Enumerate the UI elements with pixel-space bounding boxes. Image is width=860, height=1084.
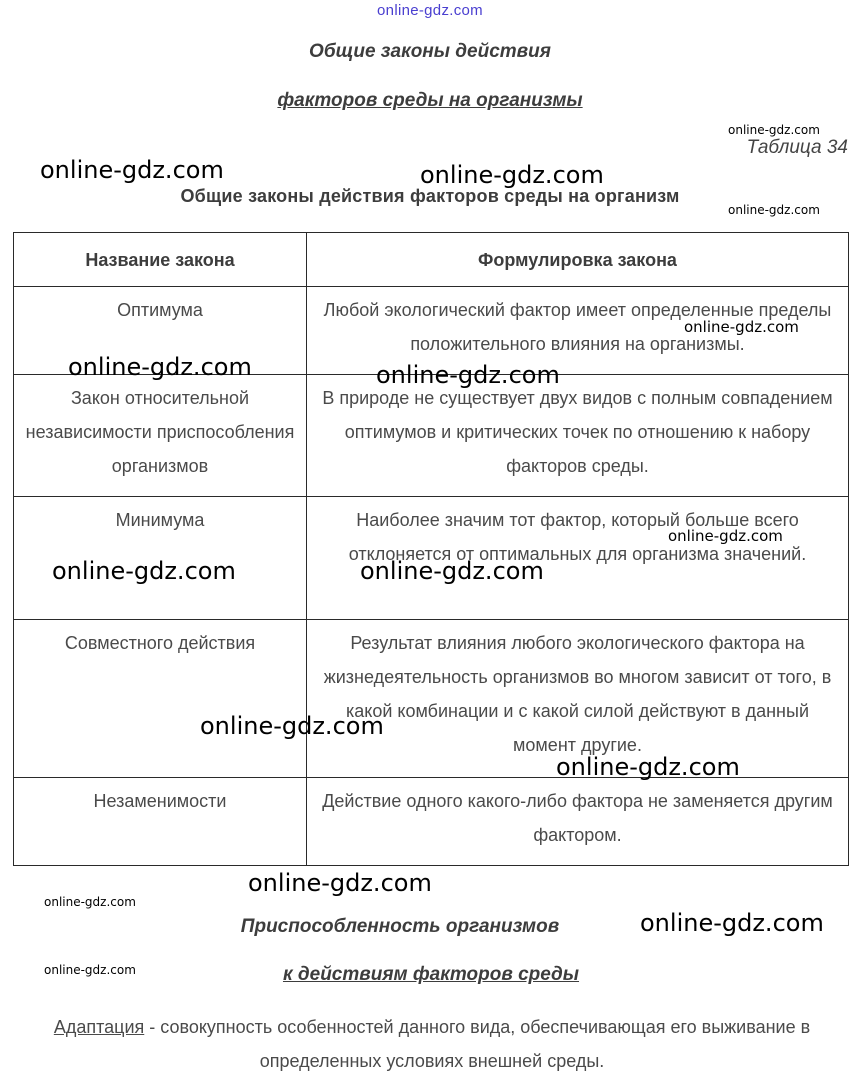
table-row [14,375,849,497]
watermark: online-gdz.com [44,963,136,977]
law-formulation: Наиболее значим тот фактор, который больше всего отклоняется от оптимальных для организма значений. [307,497,849,620]
column-header-name: Название закона [14,233,307,287]
watermark: online-gdz.com [420,161,604,189]
law-formulation: Действие одного какого-либо фактора не заменяется другим фактором. [307,778,849,866]
watermark: online-gdz.com [52,557,236,585]
law-name: Минимума [14,497,307,620]
law-formulation: Любой экологический фактор имеет определенные пределы положительного влияния на организмы. [307,287,849,375]
page-title: Общие законы действия [309,41,551,62]
adaptation-text: - совокупность особенностей данного вида, обеспечивающая его выживание в определенных условиях внешней среды. [144,1017,811,1071]
watermark: online-gdz.com [640,909,824,937]
adaptation-definition [12,1010,852,1078]
watermark: online-gdz.com [248,869,432,897]
table-number: Таблица 34 [746,137,848,158]
adaptation-term: Адаптация [53,1017,145,1037]
law-name: Закон относительной независимости приспособления организмов [14,375,307,497]
watermark: online-gdz.com [728,203,820,217]
law-name: Совместного действия [14,620,307,778]
page-subtitle-text: факторов среды на организмы [277,90,583,111]
law-formulation: Результат влияния любого экологического фактора на жизнедеятельность организмов во многом зависит от того, в какой комбинации и с какой силой действуют в данный момент другие. [307,620,849,778]
watermark: online-gdz.com [68,353,252,381]
table-caption: Общие законы действия факторов среды на организм [180,186,680,206]
watermark: online-gdz.com [668,527,783,545]
site-link[interactable]: online-gdz.com [377,2,483,19]
law-name: Оптимума [14,287,307,375]
watermark: online-gdz.com [44,895,136,909]
watermark: online-gdz.com [360,557,544,585]
table-row [14,778,849,866]
watermark: online-gdz.com [728,123,820,137]
law-formulation: В природе не существует двух видов с полным совпадением оптимумов и критических точек по отношению к набору факторов среды. [307,375,849,497]
section-title: Приспособленность организмов [240,916,560,937]
column-header-formulation: Формулировка закона [307,233,849,287]
watermark: online-gdz.com [376,361,560,389]
page-subtitle [0,90,860,112]
watermark: online-gdz.com [200,712,384,740]
table-header-row [14,233,849,287]
watermark: online-gdz.com [40,156,224,184]
watermark: online-gdz.com [556,753,740,781]
law-name: Незаменимости [14,778,307,866]
section-subtitle-text: к действиям факторов среды [282,964,580,985]
watermark: online-gdz.com [684,318,799,336]
